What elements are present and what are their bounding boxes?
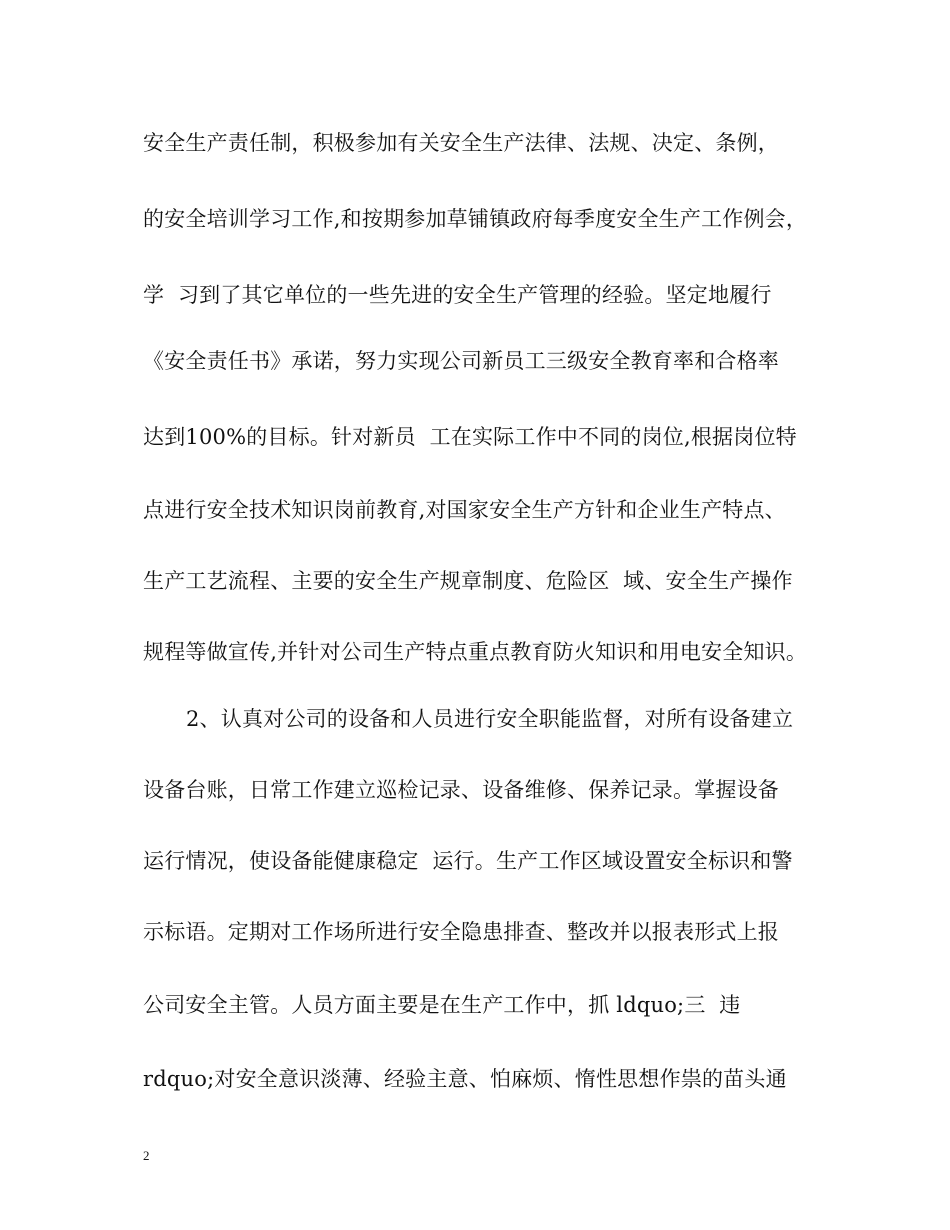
text-line: 规程等做宣传,并针对公司生产特点重点教育防火知识和用电安全知识。 bbox=[143, 640, 808, 664]
text-line: 学 习到了其它单位的一些先进的安全生产管理的经验。坚定地履行 bbox=[143, 283, 772, 307]
text-line: 点进行安全技术知识岗前教育,对国家安全生产方针和企业生产特点、 bbox=[143, 498, 786, 522]
paragraph-first-line: 2、认真对公司的设备和人员进行安全职能监督，对所有设备建立 bbox=[186, 707, 794, 731]
text-line: 公司安全主管。人员方面主要是在生产工作中，抓 ldquo;三 违 bbox=[143, 993, 741, 1017]
text-line: 的安全培训学习工作,和按期参加草铺镇政府每季度安全生产工作例会， bbox=[143, 207, 808, 231]
text-line: rdquo;对安全意识淡薄、经验主意、怕麻烦、惰性思想作祟的苗头通 bbox=[143, 1067, 787, 1091]
page-number: 2 bbox=[143, 1148, 150, 1163]
text-line: 运行情况，使设备能健康稳定 运行。生产工作区域设置安全标识和警 bbox=[143, 849, 793, 873]
text-line: 安全生产责任制，积极参加有关安全生产法律、法规、决定、条例， bbox=[143, 131, 779, 155]
text-line: 设备台账，日常工作建立巡检记录、设备维修、保养记录。掌握设备 bbox=[143, 778, 779, 802]
text-line: 生产工艺流程、主要的安全生产规章制度、危险区 域、安全生产操作 bbox=[143, 569, 793, 593]
text-line: 达到100%的目标。针对新员 工在实际工作中不同的岗位,根据岗位特 bbox=[143, 425, 797, 449]
text-line: 示标语。定期对工作场所进行安全隐患排查、整改并以报表形式上报 bbox=[143, 920, 779, 944]
text-line: 《安全责任书》承诺，努力实现公司新员工三级安全教育率和合格率 bbox=[143, 349, 779, 373]
